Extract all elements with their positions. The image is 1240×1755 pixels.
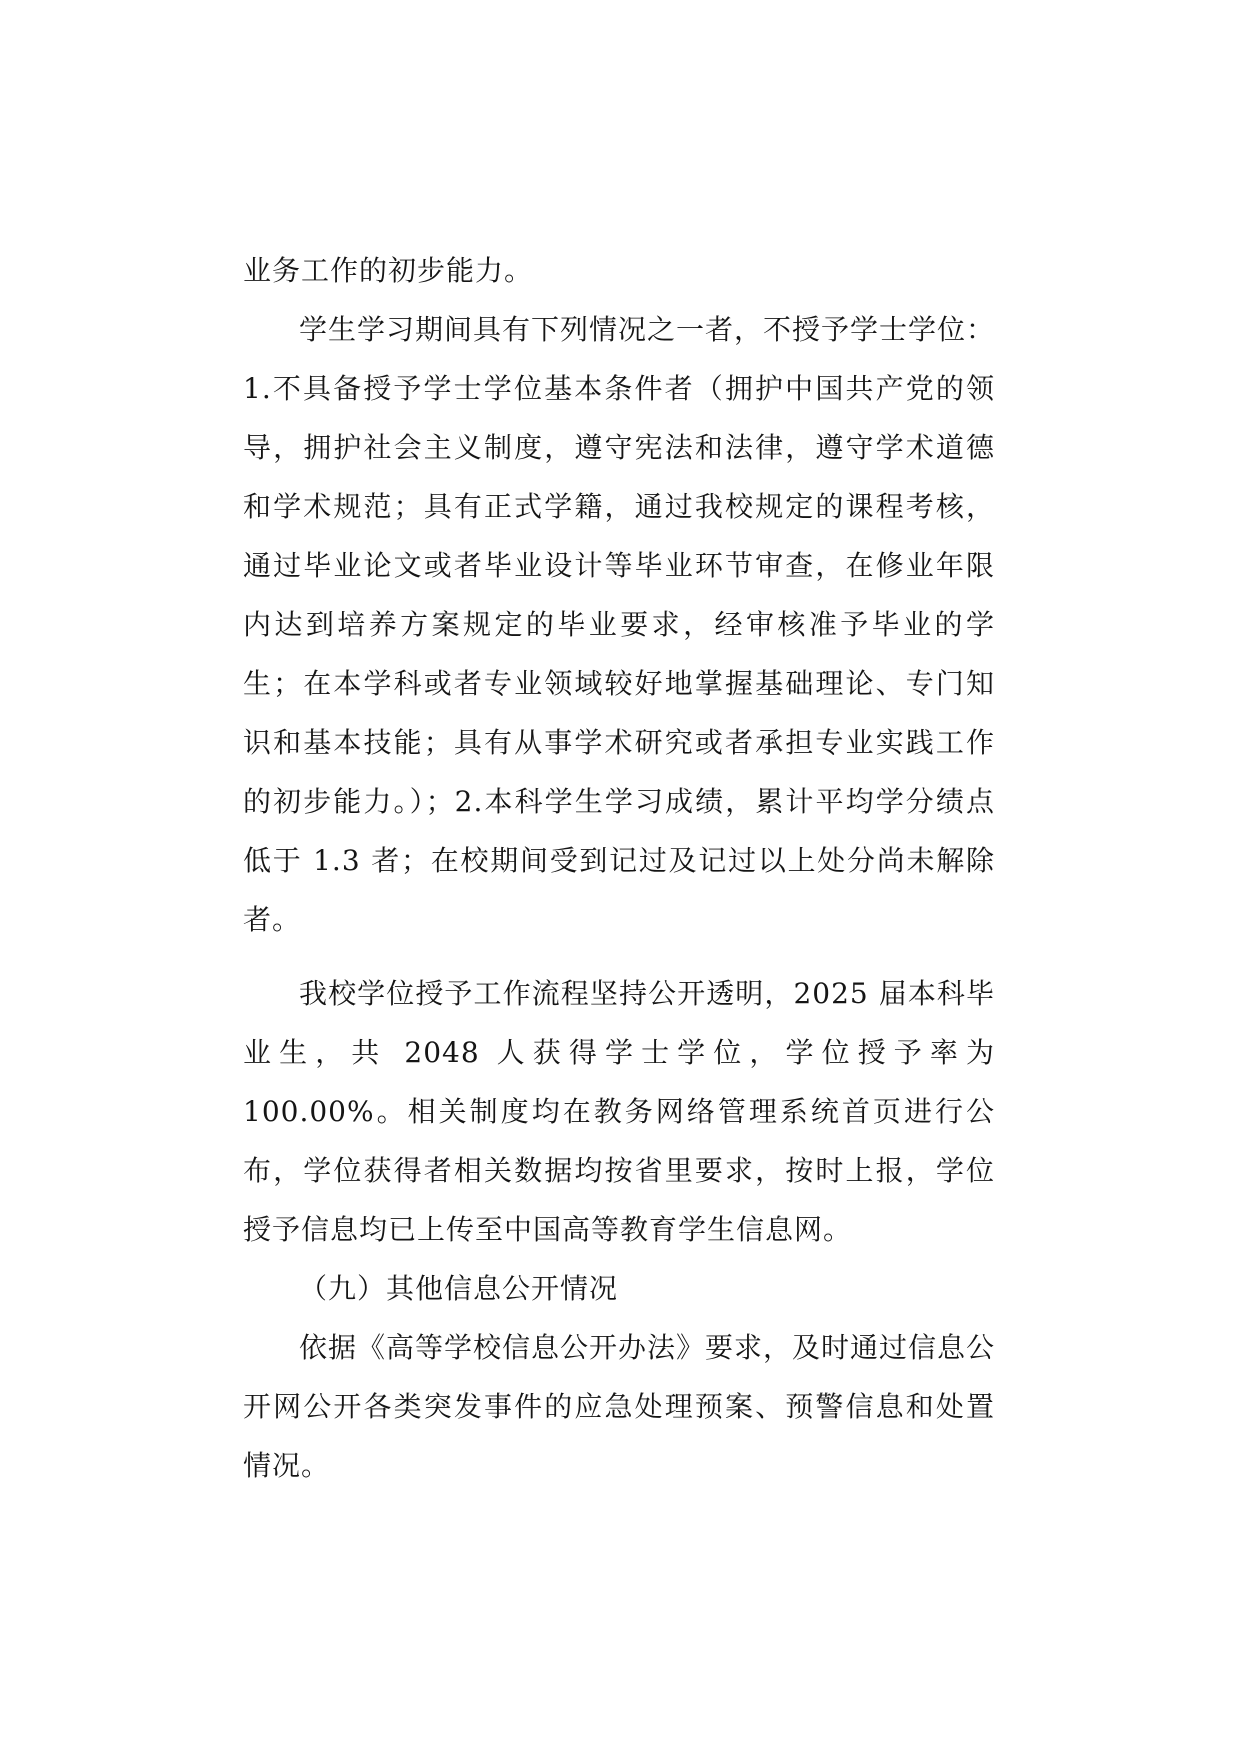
paragraph-degree-conditions: 学生学习期间具有下列情况之一者，不授予学士学位：1.不具备授予学士学位基本条件者（拥护中国共产党的领导，拥护社会主义制度，遵守宪法和法律，遵守学术道德和学术规范；具有正式学籍，通过我校规定的课程考核，通过毕业论文或者毕业设计等毕业环节审查，在修业年限内达到培养方案规定的毕业要求，经审核准予毕业的学生；在本学科或者专业领域较好地掌握基础理论、专门知识和基本技能；具有从事学术研究或者承担专业实践工作的初步能力。）；2.本科学生学习成绩，累计平均学分绩点低于 1.3 者；在校期间受到记过及记过以上处分尚未解除者。 xyxy=(243,313,996,936)
section-heading: （九）其他信息公开情况 xyxy=(299,1272,619,1305)
document-body xyxy=(243,241,995,1495)
paragraph-information-disclosure: 依据《高等学校信息公开办法》要求，及时通过信息公开网公开各类突发事件的应急处理预案、预警信息和处置情况。 xyxy=(243,1331,996,1482)
paragraph-continuation: 业务工作的初步能力。 xyxy=(243,254,534,287)
paragraph-degree-statistics: 我校学位授予工作流程坚持公开透明，2025 届本科毕业生，共 2048 人获得学士学位，学位授予率为 100.00%。相关制度均在教务网络管理系统首页进行公布，学位获得者相关数据均按省里要求，按时上报，学位授予信息均已上传至中国高等教育学生信息网。 xyxy=(243,977,995,1246)
